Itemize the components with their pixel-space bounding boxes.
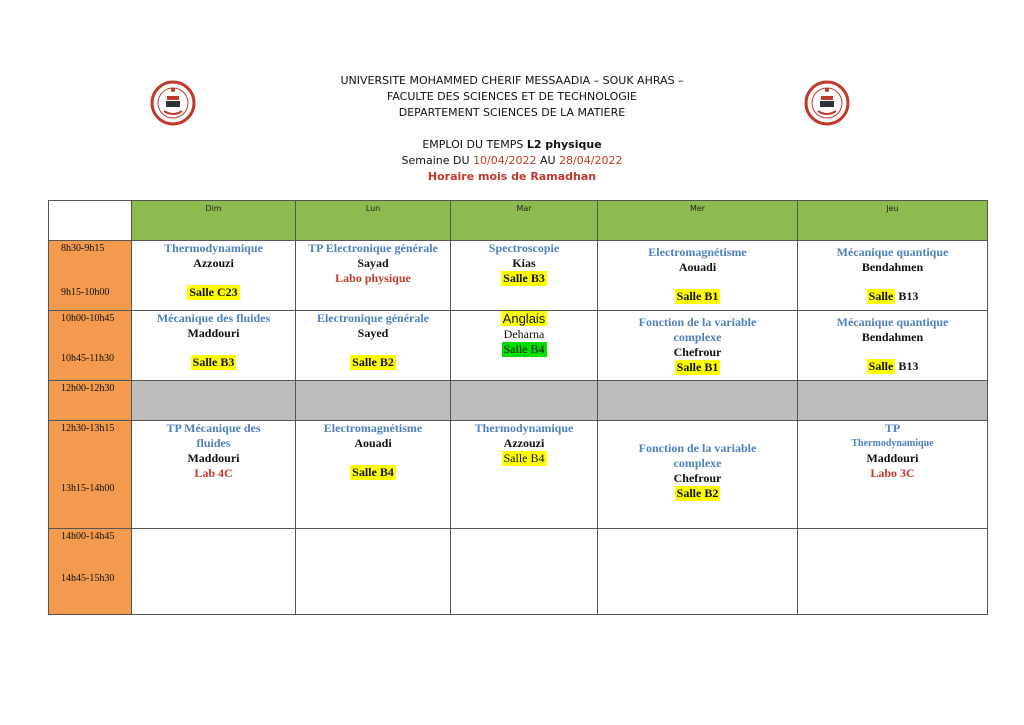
time-cell <box>49 529 132 615</box>
course-subject: Electronique générale <box>316 311 430 325</box>
empty-cell <box>798 529 988 615</box>
course-cell <box>132 311 296 381</box>
time-cell <box>49 381 132 421</box>
course-subject: Fonction de la variable complexe <box>638 315 757 344</box>
course-subject: Mécanique des fluides <box>156 311 271 325</box>
course-professor: Maddouri <box>187 326 240 340</box>
course-professor: Kias <box>512 256 536 270</box>
time-cell <box>49 241 132 311</box>
day-header-mar: Mar <box>451 201 598 241</box>
empty-cell <box>296 529 451 615</box>
time-slot-row <box>49 421 988 529</box>
course-subject-tp: TP <box>884 421 901 435</box>
empty-cell <box>132 529 296 615</box>
day-header-dim: Dim <box>132 201 296 241</box>
course-cell <box>451 311 598 381</box>
course-professor: Azzouzi <box>503 436 545 450</box>
day-header-lun: Lun <box>296 201 451 241</box>
date-to: 28/04/2022 <box>559 154 623 167</box>
course-room: Labo 3C <box>870 466 915 480</box>
course-cell <box>598 311 798 381</box>
course-cell <box>798 241 988 311</box>
course-professor: Bendahmen <box>861 260 924 274</box>
course-cell <box>598 421 798 529</box>
time-slot-row <box>49 241 988 311</box>
department-name: DEPARTEMENT SCIENCES DE LA MATIERE <box>398 106 626 119</box>
timetable <box>48 200 988 615</box>
course-room: Salle B4 <box>503 451 545 465</box>
break-row <box>49 381 988 421</box>
time-label: 9h15-10h00 <box>61 287 110 298</box>
time-slot-row <box>49 529 988 615</box>
course-professor: Aouadi <box>354 436 392 450</box>
course-professor: Azzouzi <box>193 256 234 270</box>
day-header-jeu: Jeu <box>798 201 988 241</box>
institution-header <box>0 73 1024 121</box>
break-cell <box>451 381 598 421</box>
course-professor: Chefrour <box>673 471 722 485</box>
course-cell <box>798 421 988 529</box>
time-label: 8h30-9h15 <box>61 243 105 254</box>
time-label: 12h30-13h15 <box>61 423 115 434</box>
course-room: Salle B3 <box>503 271 545 285</box>
course-professor: Chefrour <box>673 345 722 359</box>
time-cell <box>49 311 132 381</box>
course-professor: Bendahmen <box>861 330 924 344</box>
course-subject: TP Electronique générale <box>308 241 438 255</box>
university-name: UNIVERSITE MOHAMMED CHERIF MESSAADIA – SOUK AHRAS – <box>340 74 684 87</box>
date-from: 10/04/2022 <box>473 154 537 167</box>
course-cell <box>132 421 296 529</box>
schedule-title: EMPLOI DU TEMPS L2 physique <box>422 138 602 151</box>
course-professor: Maddouri <box>866 451 919 465</box>
course-cell <box>132 241 296 311</box>
course-subject: Spectroscopie <box>488 241 560 255</box>
course-professor: Maddouri <box>187 451 240 465</box>
course-room: Salle B13 <box>868 359 919 373</box>
time-cell <box>49 421 132 529</box>
course-professor: Sayed <box>357 326 389 340</box>
course-cell <box>296 421 451 529</box>
course-cell <box>598 241 798 311</box>
course-cell <box>296 311 451 381</box>
time-label: 10h00-10h45 <box>61 313 115 324</box>
course-room: Salle B3 <box>192 355 235 369</box>
time-label: 12h00-12h30 <box>61 383 115 394</box>
course-professor: Sayad <box>357 256 389 270</box>
week-range: Semaine DU 10/04/2022 AU 28/04/2022 <box>401 154 623 167</box>
course-room: Salle B2 <box>676 486 719 500</box>
break-cell <box>798 381 988 421</box>
course-professor: Deharna <box>503 327 545 341</box>
course-subject: Fonction de la variable complexe <box>638 441 757 470</box>
course-cell <box>798 311 988 381</box>
course-room: Salle B13 <box>868 289 919 303</box>
course-subject: Mécanique quantique <box>836 315 949 329</box>
course-subject: Electromagnétisme <box>648 245 747 259</box>
course-room: Salle B4 <box>503 342 545 356</box>
course-cell <box>451 241 598 311</box>
course-subject: Mécanique quantique <box>836 245 949 259</box>
corner-cell <box>49 201 132 241</box>
empty-cell <box>451 529 598 615</box>
break-cell <box>598 381 798 421</box>
course-subject: Thermodynamique <box>164 241 263 255</box>
time-label: 13h15-14h00 <box>61 483 115 494</box>
course-room: Salle B1 <box>676 289 719 303</box>
break-cell <box>132 381 296 421</box>
time-label: 14h00-14h45 <box>61 531 115 542</box>
time-label: 10h45-11h30 <box>61 353 114 364</box>
course-room: Salle B1 <box>676 360 719 374</box>
course-subject: Thermodynamique <box>851 438 934 449</box>
level-label: L2 physique <box>526 138 602 151</box>
course-cell <box>451 421 598 529</box>
schedule-title-block <box>0 137 1024 185</box>
break-cell <box>296 381 451 421</box>
course-room: Lab 4C <box>194 466 233 480</box>
course-cell <box>296 241 451 311</box>
ramadhan-note: Horaire mois de Ramadhan <box>427 170 597 183</box>
day-header-row <box>49 201 988 241</box>
course-room: Salle C23 <box>189 285 238 299</box>
course-room: Salle B2 <box>352 355 394 369</box>
course-subject: Anglais <box>502 311 546 326</box>
course-subject: Electromagnétisme <box>323 421 423 435</box>
day-header-mer: Mer <box>598 201 798 241</box>
course-room: Salle B4 <box>352 465 394 479</box>
faculty-name: FACULTE DES SCIENCES ET DE TECHNOLOGIE <box>387 90 637 103</box>
empty-cell <box>598 529 798 615</box>
time-slot-row <box>49 311 988 381</box>
course-subject: TP Mécanique des fluides <box>166 421 261 450</box>
course-room: Labo physique <box>335 271 411 285</box>
course-subject: Thermodynamique <box>474 421 574 435</box>
course-professor: Aouadi <box>678 260 717 274</box>
time-label: 14h45-15h30 <box>61 573 115 584</box>
